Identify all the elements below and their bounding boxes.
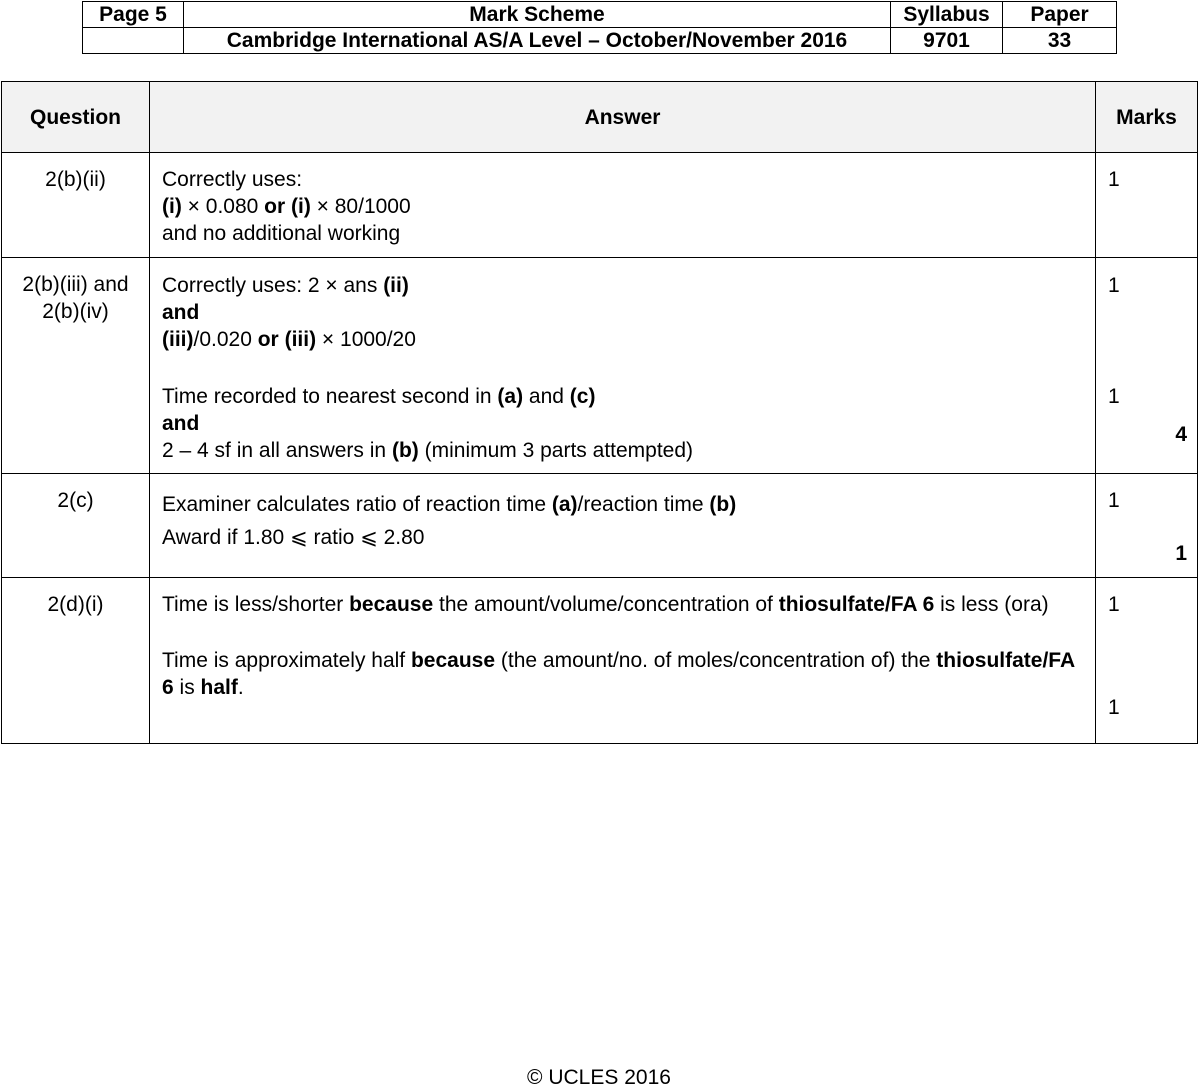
marks-cell: [1096, 258, 1198, 474]
question-cell: 2(b)(ii): [2, 153, 150, 258]
table-header-row: [2, 82, 1198, 153]
syllabus-code: 9701: [891, 28, 1003, 54]
answer-line: Correctly uses:: [162, 168, 303, 191]
marks-cell: [1096, 578, 1198, 744]
paper-number: 33: [1003, 28, 1117, 54]
answer-line: Time is less/shorter because the amount/volume/concentration of thiosulfate/FA 6 is less (ora): [162, 593, 1049, 616]
question-cell: 2(d)(i): [2, 578, 150, 744]
exam-session: Cambridge International AS/A Level – October/November 2016: [184, 28, 891, 54]
marks-cell: [1096, 474, 1198, 578]
answer-line: and: [162, 301, 200, 324]
column-header-marks: Marks: [1096, 82, 1198, 153]
table-row: [2, 153, 1198, 258]
question-cell: 2(b)(iii) and 2(b)(iv): [2, 258, 150, 474]
table-row: [2, 578, 1198, 744]
answer-line: (iii)/0.020 or (iii) × 1000/20: [162, 328, 416, 351]
mark-value: 1: [1108, 168, 1120, 191]
table-row: [2, 474, 1198, 578]
column-header-question: Question: [2, 82, 150, 153]
question-cell: 2(c): [2, 474, 150, 578]
answer-cell: [150, 578, 1096, 744]
answer-line: Time is approximately half because (the amount/no. of moles/concentration of) the thiosulfate/FA 6 is half.: [162, 649, 1075, 699]
answer-line: (i) × 0.080 or (i) × 80/1000: [162, 195, 411, 218]
mark-value: 1: [1108, 696, 1120, 719]
answer-cell: [150, 474, 1096, 578]
mark-scheme-table: [1, 81, 1198, 744]
answer-line: 2 – 4 sf in all answers in (b) (minimum 3 parts attempted): [162, 439, 694, 462]
table-row: [2, 258, 1198, 474]
document-title: Mark Scheme: [184, 2, 891, 28]
total-marks: 1: [1175, 542, 1187, 565]
mark-value: 1: [1108, 385, 1120, 408]
document-header: [82, 1, 1117, 54]
syllabus-label: Syllabus: [891, 2, 1003, 28]
answer-line: Time recorded to nearest second in (a) and (c): [162, 385, 596, 408]
column-header-answer: Answer: [150, 82, 1096, 153]
page-number: Page 5: [83, 2, 184, 28]
answer-line: Examiner calculates ratio of reaction time (a)/reaction time (b): [162, 493, 737, 516]
answer-cell: [150, 258, 1096, 474]
mark-value: 1: [1108, 593, 1120, 616]
copyright-footer: © UCLES 2016: [527, 1066, 671, 1089]
mark-value: 1: [1108, 274, 1120, 297]
marks-cell: [1096, 153, 1198, 258]
header-blank-cell: [83, 28, 184, 54]
answer-line: and: [162, 412, 200, 435]
mark-value: 1: [1108, 489, 1120, 512]
total-marks: 4: [1175, 423, 1187, 446]
answer-line: Correctly uses: 2 × ans (ii): [162, 274, 409, 297]
answer-cell: [150, 153, 1096, 258]
answer-line: Award if 1.80 ⩽ ratio ⩽ 2.80: [162, 526, 425, 549]
answer-line: and no additional working: [162, 222, 401, 245]
paper-label: Paper: [1003, 2, 1117, 28]
